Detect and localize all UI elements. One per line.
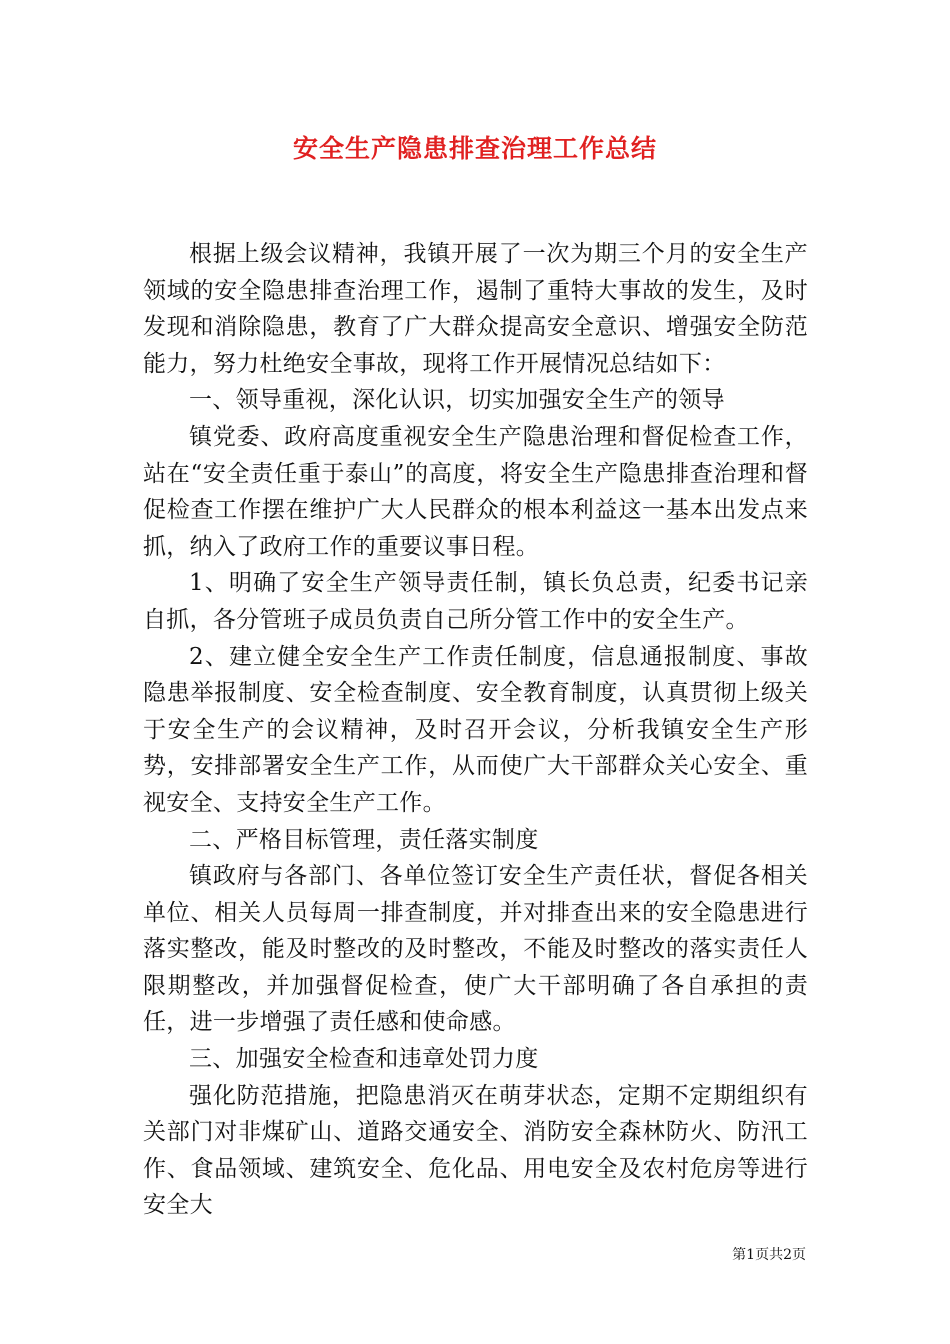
section-heading-3: 三、加强安全检查和违章处罚力度: [189, 1046, 539, 1073]
paragraph: 镇政府与各部门、各单位签订安全生产责任状，督促各相关单位、相关人员每周一排查制度，并对排查出来的安全隐患进行落实整改，能及时整改的及时整改，不能及时整改的落实责任人限期整改，并加强督促检查，使广大干部明确了各自承担的责任，进一步增强了责任感和使命感。: [143, 863, 808, 1036]
paragraph-intro: 根据上级会议精神，我镇开展了一次为期三个月的安全生产领域的安全隐患排查治理工作，遏制了重特大事故的发生，及时发现和消除隐患，教育了广大群众提高安全意识、增强安全防范能力，努力杜绝安全事故，现将工作开展情况总结如下：: [143, 241, 808, 377]
document-body: [143, 236, 808, 1224]
document-title: 安全生产隐患排查治理工作总结: [292, 134, 657, 163]
paragraph: 强化防范措施，把隐患消灭在萌芽状态，定期不定期组织有关部门对非煤矿山、道路交通安全、消防安全森林防火、防汛工作、食品领域、建筑安全、危化品、用电安全及农村危房等进行安全大: [143, 1082, 808, 1219]
list-item: 1、明确了安全生产领导责任制，镇长负总责，纪委书记亲自抓，各分管班子成员负责自己所分管工作中的安全生产。: [143, 570, 808, 633]
paragraph: 镇党委、政府高度重视安全生产隐患治理和督促检查工作，站在“安全责任重于泰山”的高度，将安全生产隐患排查治理和督促检查工作摆在维护广大人民群众的根本利益这一基本出发点来抓，纳入了政府工作的重要议事日程。: [143, 423, 808, 560]
list-item: 2、建立健全安全生产工作责任制度，信息通报制度、事故隐患举报制度、安全检查制度、安全教育制度，认真贯彻上级关于安全生产的会议精神，及时召开会议，分析我镇安全生产形势，安排部署安全生产工作，从而使广大干部群众关心安全、重视安全、支持安全生产工作。: [143, 643, 808, 816]
page-number: 第1页共2页: [732, 1247, 806, 1263]
section-heading-1: 一、领导重视，深化认识，切实加强安全生产的领导: [189, 387, 725, 414]
section-heading-2: 二、严格目标管理，责任落实制度: [189, 826, 539, 853]
